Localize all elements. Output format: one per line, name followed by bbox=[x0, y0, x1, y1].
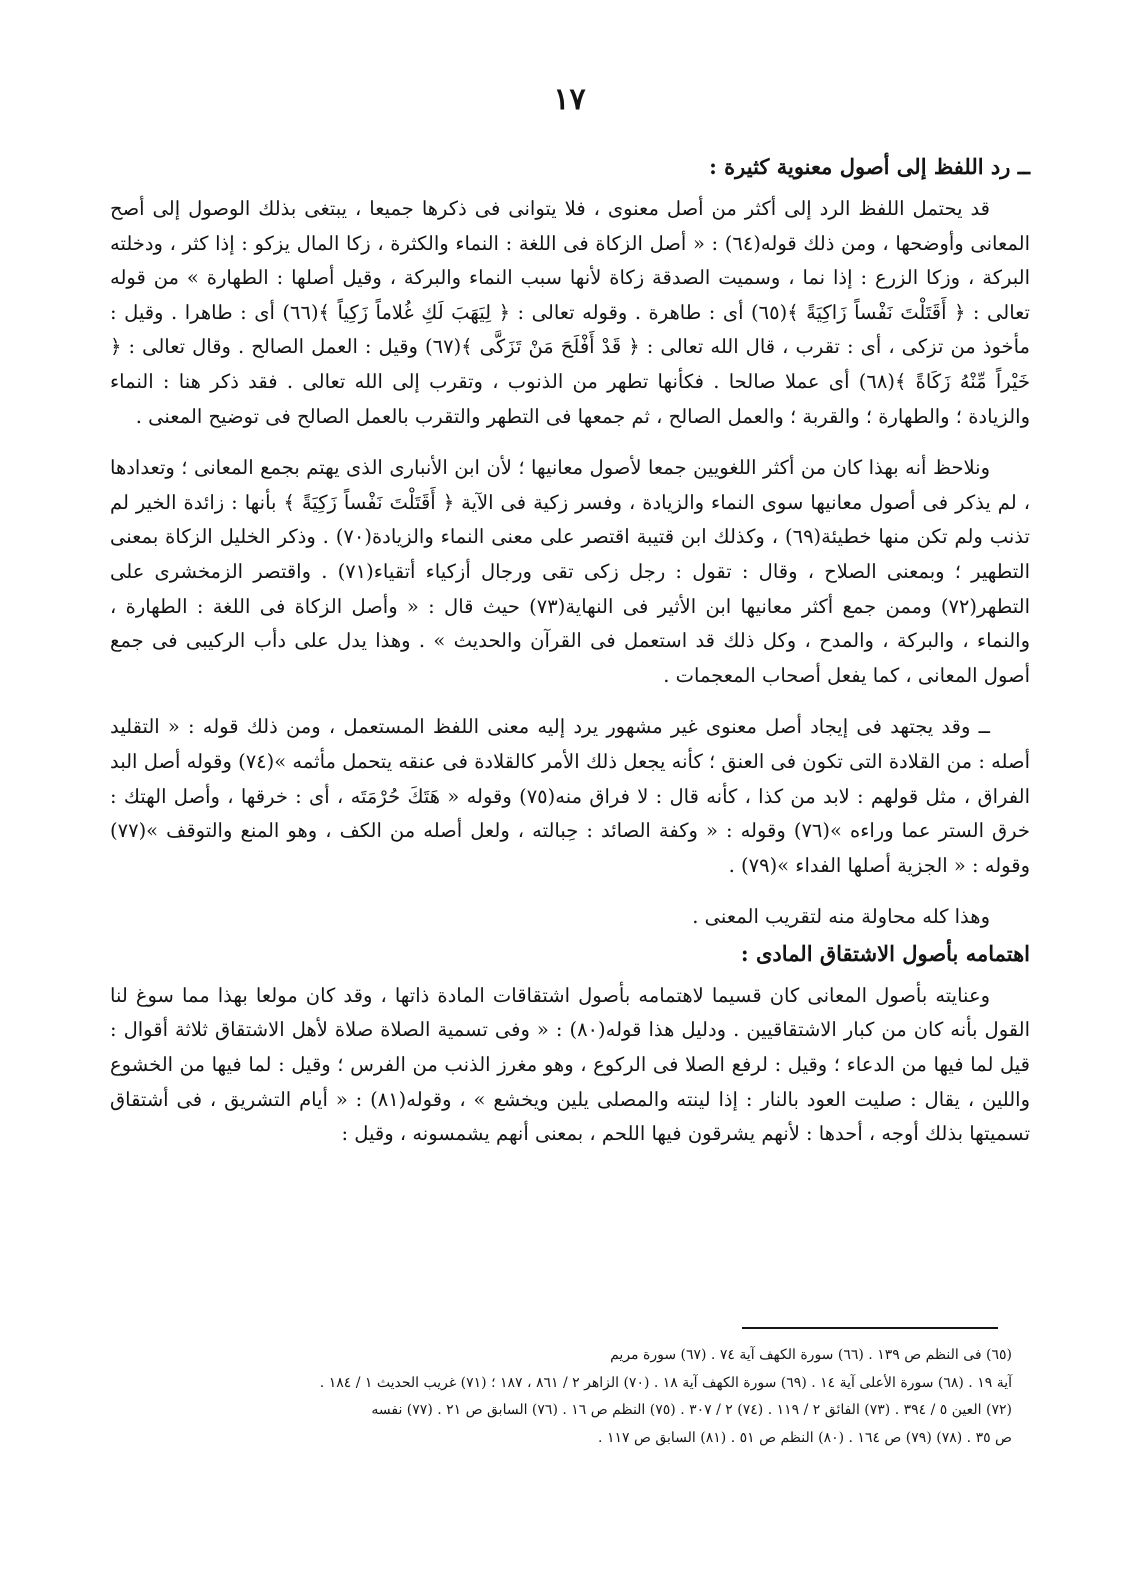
section-heading: ــ رد اللفظ إلى أصول معنوية كثيرة : bbox=[709, 154, 1030, 179]
paragraph: ــ وقد يجتهد فى إيجاد أصل معنوى غير مشهور يرد إليه معنى اللفظ المستعمل ، ومن ذلك قوله : « التقليد أصله : من القلادة التى تكون فى العنق ؛ كأنه يجعل ذلك الأمر كالقلادة فى عنقه يتحمل مأثمه »(٧٤) وقوله أصل البد الفراق ، مثل قولهم : لابد من كذا ، كأنه قال : لا فراق منه(٧٥) وقوله « هَتَكَ حُرْمَتَه ، أى : خرقها ، وأصل الهتك : خرق الستر عما وراءه »(٧٦) وقوله : « وكفة الصائد : حِبالته ، ولعل أصله من الكف ، وهو المنع والتوقف »(٧٧) وقوله : « الجزية أصلها الفداء »(٧٩) . bbox=[110, 715, 1030, 877]
footnote-line: (٧٢) العين ٥ / ٣٩٤ . (٧٣) الفائق ٢ / ١١٩ . (٧٤) ٢ / ٣٠٧ . (٧٥) النظم ص ١٦ . (٧٦) السابق ص ٢١ . (٧٧) نفسه bbox=[371, 1402, 1012, 1418]
page-number: ١٧ bbox=[553, 82, 586, 117]
paragraph: وهذا كله محاولة منه لتقريب المعنى . bbox=[692, 905, 990, 929]
footnote-line: (٦٥) فى النظم ص ١٣٩ . (٦٦) سورة الكهف آية ٧٤ . (٦٧) سورة مريم bbox=[610, 1347, 1012, 1363]
paragraph: ونلاحظ أنه بهذا كان من أكثر اللغويين جمعا لأصول معانيها ؛ لأن ابن الأنبارى الذى يهتم بجمع المعانى ؛ وتعدادها ، لم يذكر فى أصول معانيها سوى النماء والزيادة ، وفسر زكية فى الآية ﴿ أَقَتَلْتَ نَفْساً زَكِيَةً ﴾ بأنها : زائدة الخير لم تذنب ولم تكن منها خطيئة(٦٩) ، وكذلك ابن قتيبة اقتصر على معنى النماء والزيادة(٧٠) . وذكر الخليل الزكاة بمعنى التطهير ؛ وبمعنى الصلاح ، وقال : تقول : رجل زكى تقى ورجال أزكياء أتقياء(٧١) . واقتصر الزمخشرى على التطهر(٧٢) وممن جمع أكثر معانيها ابن الأثير فى النهاية(٧٣) حيث قال : « وأصل الزكاة فى اللغة : الطهارة ، والنماء ، والبركة ، والمدح ، وكل ذلك قد استعمل فى القرآن والحديث » . وهذا يدل على دأب الركيبى فى جمع أصول المعانى ، كما يفعل أصحاب المعجمات . bbox=[110, 456, 1031, 687]
footnote-line: آية ١٩ . (٦٨) سورة الأعلى آية ١٤ . (٦٩) سورة الكهف آية ١٨ . (٧٠) الزاهر ٢ / ٨٦١ ، ١٨٧ ؛ (٧١) غريب الحديث ١ / ١٨٤ . bbox=[319, 1374, 1012, 1391]
footnote-line: ص ٣٥ . (٧٨) (٧٩) ص ١٦٤ . (٨٠) النظم ص ٥١ . (٨١) السابق ص ١١٧ . bbox=[598, 1429, 1012, 1446]
main-text bbox=[110, 150, 1030, 1169]
paragraph: قد يحتمل اللفظ الرد إلى أكثر من أصل معنوى ، فلا يتوانى فى ذكرها جميعا ، يبتغى بذلك الوصول إلى أصح المعانى وأوضحها ، ومن ذلك قوله(٦٤) : « أصل الزكاة فى اللغة : النماء والكثرة ، زكا المال يزكو : إذا كثر ، ودخلته البركة ، وزكا الزرع : إذا نما ، وسميت الصدقة زكاة لأنها سبب النماء والبركة ، وقيل أصلها : الطهارة » من قوله تعالى : ﴿ أَقَتَلْتَ نَفْساً زَاكِيَةً ﴾(٦٥) أى : طاهرة . وقوله تعالى : ﴿ لِيَهَبَ لَكِ غُلاماً زَكِياً ﴾(٦٦) أى : طاهرا . وقيل : مأخوذ من تزكى ، أى : تقرب ، قال الله تعالى : ﴿ قَدْ أَفْلَحَ مَنْ تَزَكَّى ﴾(٦٧) وقيل : العمل الصالح . وقال تعالى : ﴿ خَيْراً مِّنْهُ زَكَاةً ﴾(٦٨) أى عملا صالحا . فكأنها تطهر من الذنوب ، وتقرب إلى الله تعالى . فقد ذكر هنا : النماء والزيادة ؛ والطهارة ؛ والقربة ؛ والعمل الصالح ، ثم جمعها فى التطهر والتقرب بالعمل الصالح فى توضيح المعنى . bbox=[110, 197, 1030, 428]
paragraph: وعنايته بأصول المعانى كان قسيما لاهتمامه بأصول اشتقاقات المادة ذاتها ، وقد كان مولعا بهذا مما سوغ لنا القول بأنه كان من كبار الاشتقاقيين . ودليل هذا قوله(٨٠) : « وفى تسمية الصلاة صلاة لأهل الاشتقاق ثلاثة أقوال : قيل لما فيها من الدعاء ؛ وقيل : لرفع الصلا فى الركوع ، وهو مغرز الذنب من الفرس ؛ وقيل : لما فيها من الخشوع واللين ، يقال : صليت العود بالنار : إذا لينته والمصلى يلين ويخشع » ، وقوله(٨١) : « أيام التشريق ، فى أشتقاق تسميتها بذلك أوجه ، أحدها : لأنهم يشرقون فيها اللحم ، بمعنى أنهم يشمسونه ، وقيل : bbox=[110, 983, 1031, 1146]
section-heading: اهتمامه بأصول الاشتقاق المادى : bbox=[740, 940, 1030, 966]
footnotes bbox=[140, 1342, 1012, 1452]
footnote-divider bbox=[742, 1327, 998, 1329]
